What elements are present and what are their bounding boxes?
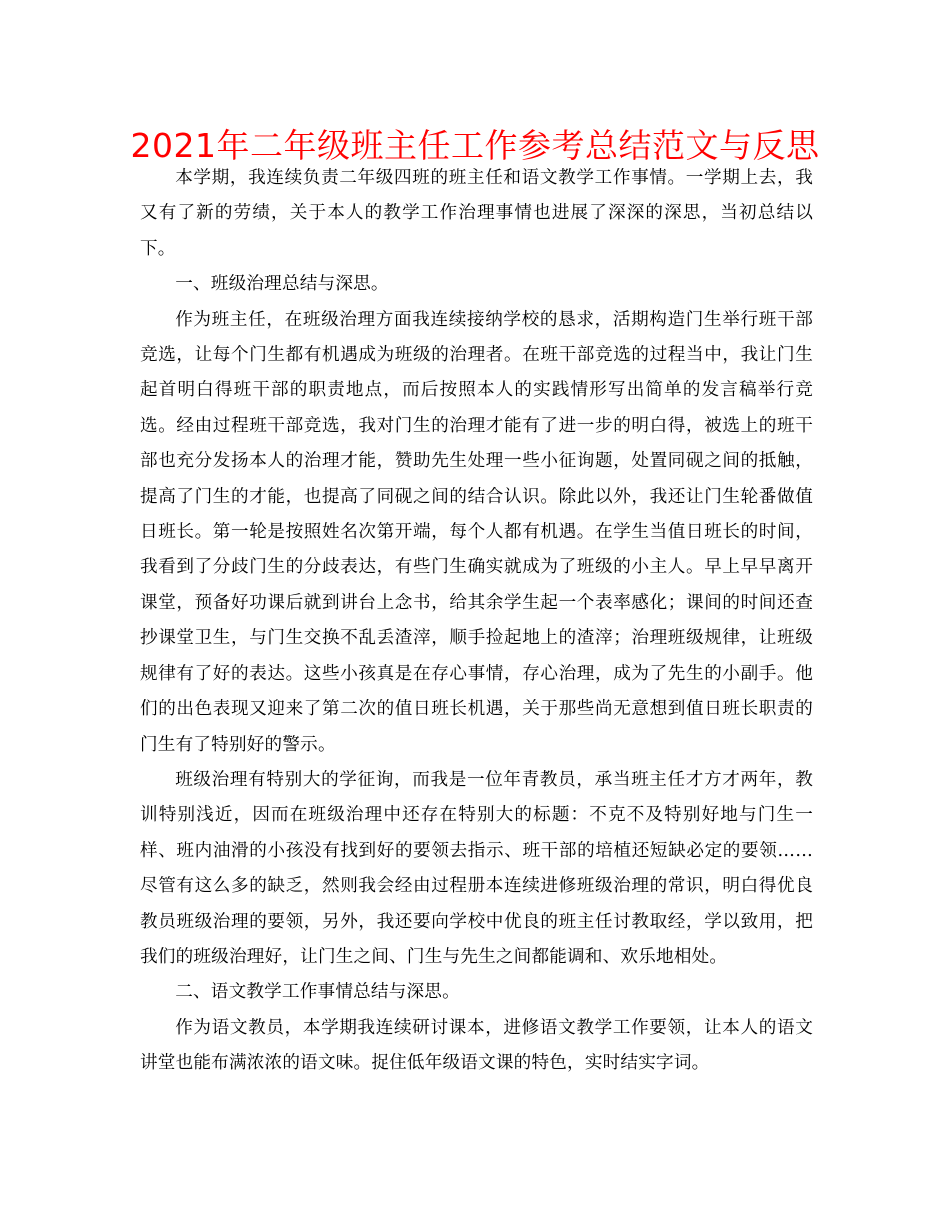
document-title: 2021年二年级班主任工作参考总结范文与反思 bbox=[130, 126, 820, 165]
section-heading-class-management: 一、班级治理总结与深思。 bbox=[175, 274, 389, 295]
paragraph-class-management: 作为班主任，在班级治理方面我连续接纳学校的恳求，活期构造门生举行班干部竞选，让每个门生都有机遇成为班级的治理者。在班干部竞选的过程当中，我让门生起首明白得班干部的职责地点，而后按照本人的实践情形写出简单的发言稿举行竞选。经由过程班干部竞选，我对门生的治理才能有了进一步的明白得，被选上的班干部也充分发扬本人的治理才能，赞助先生处理一些小征询题，处置同砚之间的抵触，提高了门生的才能，也提高了同砚之间的结合认识。除此以外，我还让门生轮番做值日班长。第一轮是按照姓名次第开端，每个人都有机遇。在学生当值日班长的时间，我看到了分歧门生的分歧表达，有些门生确实就成为了班级的小主人。早上早早离开课堂，预备好功课后就到讲台上念书，给其余学生起一个表率感化；课间的时间还查抄课堂卫生，与门生交换不乱丢渣滓，顺手捡起地上的渣滓；治理班级规律，让班级规律有了好的表达。这些小孩真是在存心事情，存心治理，成为了先生的小副手。他们的出色表现又迎来了第二次的值日班长机遇，关于那些尚无意想到值日班长职责的门生有了特别好的警示。 bbox=[140, 309, 813, 755]
paragraph-chinese-teaching: 作为语文教员，本学期我连续研讨课本，进修语文教学工作要领，让本人的语文讲堂也能布满浓浓的语文味。捉住低年级语文课的特色，实时结实字词。 bbox=[140, 1017, 813, 1074]
paragraph-class-management-reflection: 班级治理有特别大的学征询，而我是一位年青教员，承当班主任才方才两年，教训特别浅近，因而在班级治理中还存在特别大的标题：不克不及特别好地与门生一样、班内油滑的小孩没有找到好的要领去指示、班干部的培植还短缺必定的要领……尽管有这么多的缺乏，然则我会经由过程册本连续进修班级治理的常识，明白得优良教员班级治理的要领，另外，我还要向学校中优良的班主任讨教取经，学以致用，把我们的班级治理好，让门生之间、门生与先生之间都能调和、欢乐地相处。 bbox=[140, 769, 813, 967]
section-heading-chinese-teaching: 二、语文教学工作事情总结与深思。 bbox=[175, 982, 460, 1003]
paragraph-intro: 本学期，我连续负责二年级四班的班主任和语文教学工作事情。一学期上去，我又有了新的劳绩，关于本人的教学工作治理事情也进展了深深的深思，当初总结以下。 bbox=[140, 168, 813, 259]
document-body bbox=[140, 161, 813, 1082]
